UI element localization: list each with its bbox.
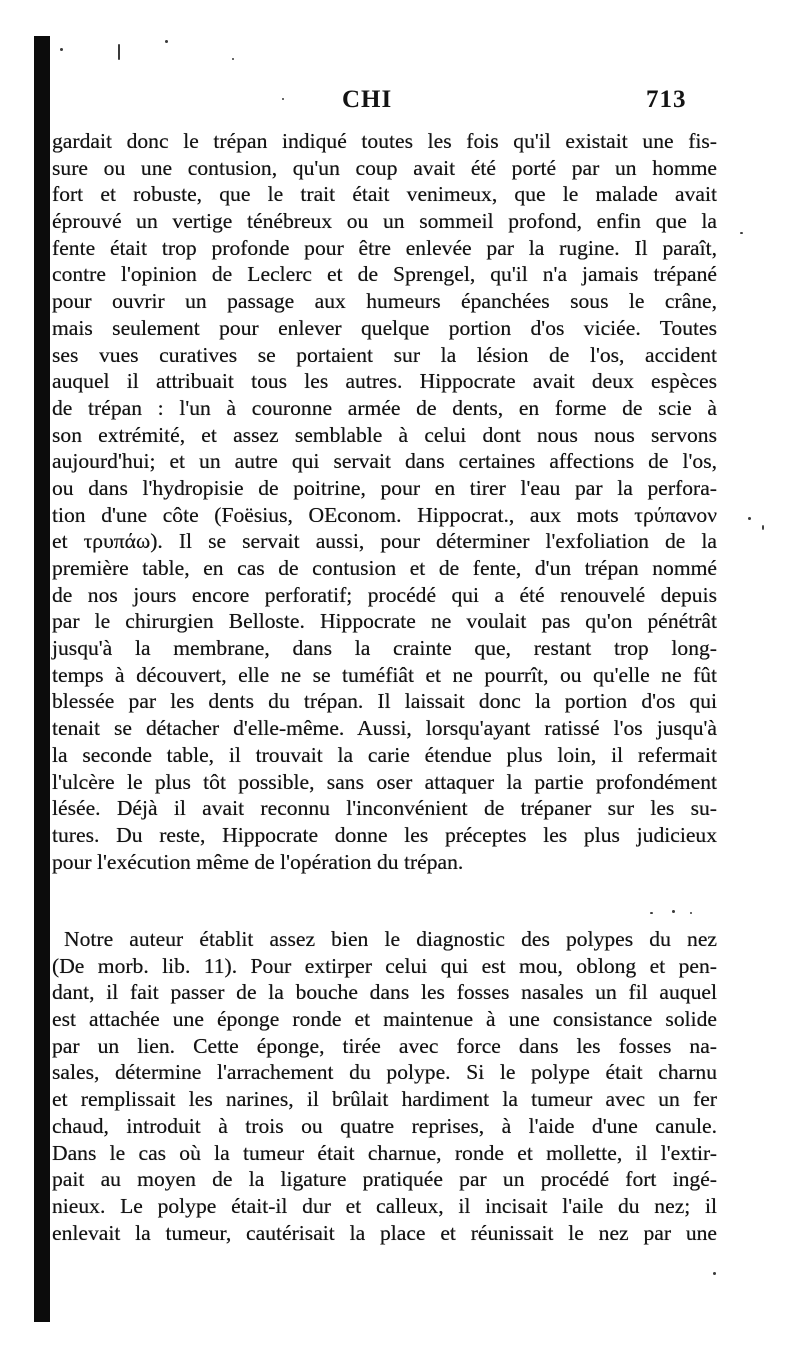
- text-line: éprouvé un vertige ténébreux ou un sommeil profond, enfin que la: [52, 209, 717, 234]
- text-line: gardait donc le trépan indiqué toutes les fois qu'il existait une fis-: [52, 129, 717, 153]
- text-line: contre l'opinion de Leclerc et de Sprengel, qu'il n'a jamais trépané: [52, 262, 717, 287]
- page-number: 713: [646, 86, 687, 113]
- text-line: jusqu'à la membrane, dans la crainte que, restant trop long-: [52, 636, 717, 661]
- text-line: enlevait la tumeur, cautérisait la place et réunissait le nez par une: [52, 1220, 717, 1245]
- page-header: [0, 86, 800, 126]
- gutter-shadow-bar: [34, 36, 50, 1322]
- paragraph-polypes: [52, 926, 717, 1246]
- text-line: aujourd'hui; et un autre qui servait dans certaines affections de l'os,: [52, 449, 717, 474]
- text-line: auquel il attribuait tous les autres. Hippocrate avait deux espèces: [52, 369, 717, 394]
- text-line: pour l'exécution même de l'opération du trépan.: [52, 849, 464, 874]
- text-line: la seconde table, il trouvait la carie étendue plus loin, il refermait: [52, 742, 717, 767]
- text-line: sure ou une contusion, qu'un coup avait été porté par un homme: [52, 155, 717, 180]
- text-line: est attachée une éponge ronde et maintenue à une consistance solide: [52, 1007, 717, 1032]
- text-line: blessée par les dents du trépan. Il laissait donc la portion d'os qui: [52, 689, 717, 714]
- text-line: fort et robuste, que le trait était venimeux, que le malade avait: [52, 182, 717, 207]
- text-line: pait au moyen de la ligature pratiquée par un procédé fort ingé-: [52, 1167, 717, 1192]
- text-line: et τρυπάω). Il se servait aussi, pour déterminer l'exfoliation de la: [52, 529, 717, 554]
- text-line: de trépan : l'un à couronne armée de dents, en forme de scie à: [52, 395, 717, 420]
- text-line: et remplissait les narines, il brûlait hardiment la tumeur avec un fer: [52, 1087, 717, 1112]
- text-line: Notre auteur établit assez bien le diagnostic des polypes du nez: [64, 927, 717, 951]
- text-line: temps à découvert, elle ne se tuméfiât et ne pourrît, ou qu'elle ne fût: [52, 662, 717, 687]
- text-line: sales, détermine l'arrachement du polype. Si le polype était charnu: [52, 1060, 717, 1085]
- text-line: dant, il fait passer de la bouche dans les fosses nasales un fil auquel: [52, 980, 717, 1005]
- text-line: (De morb. lib. 11). Pour extirper celui qui est mou, oblong et pen-: [52, 953, 717, 978]
- text-line: fente était trop profonde pour être enlevée par la rugine. Il paraît,: [52, 235, 717, 260]
- text-line: chaud, introduit à trois ou quatre reprises, à l'aide d'une canule.: [52, 1113, 717, 1138]
- text-line: par un lien. Cette éponge, tirée avec force dans les fosses na-: [52, 1033, 717, 1058]
- text-line: de nos jours encore perforatif; procédé qui a été renouvelé depuis: [52, 582, 717, 607]
- text-line: lésée. Déjà il avait reconnu l'inconvénient de trépaner sur les su-: [52, 796, 717, 821]
- paragraph-trepan: [52, 128, 717, 875]
- text-line: l'ulcère le plus tôt possible, sans oser attaquer la partie profondément: [52, 769, 717, 794]
- text-line: son extrémité, et assez semblable à celui dont nous nous servons: [52, 422, 717, 447]
- text-line: Dans le cas où la tumeur était charnue, ronde et mollette, il l'extir-: [52, 1140, 717, 1165]
- text-line: tenait se détacher d'elle-même. Aussi, lorsqu'ayant ratissé l'os jusqu'à: [52, 716, 717, 741]
- text-line: première table, en cas de contusion et de fente, d'un trépan nommé: [52, 556, 717, 580]
- text-line: ou dans l'hydropisie de poitrine, pour en tirer l'eau par la perfora-: [52, 475, 717, 500]
- text-line: tion d'une côte (Foësius, OEconom. Hippocrat., aux mots τρύπανον: [52, 502, 717, 527]
- text-line: tures. Du reste, Hippocrate donne les préceptes les plus judicieux: [52, 822, 717, 847]
- text-line: ses vues curatives se portaient sur la lésion de l'os, accident: [52, 342, 717, 367]
- text-line: nieux. Le polype était-il dur et calleux, il incisait l'aile du nez; il: [52, 1193, 717, 1218]
- text-line: pour ouvrir un passage aux humeurs épanchées sous le crâne,: [52, 289, 717, 314]
- text-line: par le chirurgien Belloste. Hippocrate ne voulait pas qu'on pénétrât: [52, 609, 717, 634]
- text-line: mais seulement pour enlever quelque portion d'os viciée. Toutes: [52, 315, 717, 340]
- running-head: CHI: [342, 86, 393, 113]
